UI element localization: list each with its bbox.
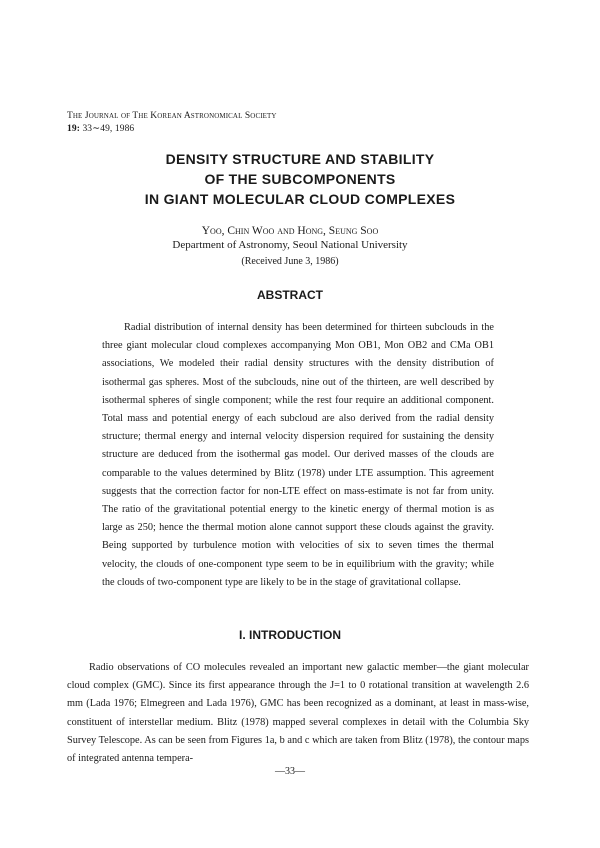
abstract-heading: ABSTRACT — [257, 288, 323, 302]
journal-header — [67, 110, 277, 136]
abstract-text: Radial distribution of internal density has been determined for thirteen subclouds in the three giant molecular cloud complexes accompanying Mon OB1, Mon OB2 and CMa OB1 associations, We modeled their radial density structures with the density distribution of isothermal gas spheres. Most of the subclouds, nine out of the thirteen, are well described by isothermal spheres of single component; while the rest four require an additional component. Total mass and potential energy of each subcloud are also derived from the radial density structure; thermal energy and internal velocity dispersion required for sustaining the density structure are deduced from the isothermal gas model. Our derived masses of the clouds are comparable to the values determined by Blitz (1978) under LTE assumption. This agreement suggests that the correction factor for non-LTE effect on mass-estimate is not far from unity. The ratio of the gravitational potential energy to the kinetic energy of thermal motion is as large as 250; hence the thermal motion alone cannot support these clouds against the gravity. Being supported by turbulence motion with velocities of six to seven times the thermal velocity, the clouds of one-component type seem to be in equilibrium with the gravity; while the clouds of two-component type are likely to be in the stage of gravitational collapse. — [102, 322, 494, 588]
journal-name: The Journal of The Korean Astronomical Society — [67, 111, 277, 121]
journal-volume: 19: — [67, 124, 80, 134]
title-line-2: OF THE SUBCOMPONENTS — [204, 171, 396, 187]
author-affiliation: Department of Astronomy, Seoul National University — [172, 239, 408, 251]
received-date: (Received June 3, 1986) — [241, 256, 339, 267]
author-names: Yoo, Chin Woo and Hong, Seung Soo — [201, 225, 379, 237]
page-number: —33— — [275, 766, 305, 777]
title-line-1: DENSITY STRUCTURE AND STABILITY — [165, 151, 435, 167]
introduction-heading: I. INTRODUCTION — [239, 628, 341, 642]
journal-pages-year: 33∼49, 1986 — [82, 124, 135, 134]
title-line-3: IN GIANT MOLECULAR CLOUD COMPLEXES — [144, 191, 456, 207]
journal-citation — [67, 123, 277, 136]
paper-title — [0, 149, 600, 209]
abstract-body — [102, 319, 494, 592]
introduction-body — [67, 659, 529, 768]
introduction-text: Radio observations of CO molecules revealed an important new galactic member—the giant molecular cloud complex (GMC). Since its first appearance through the J=1 to 0 rotational transition at wavelength 2.6 mm (Lada 1976; Elmegreen and Lada 1976), GMC has been recognized as a dominant, at least in mass-wise, constituent of interstellar medium. Blitz (1978) mapped several complexes in detail with the Columbia Sky Survey Telescope. As can be seen from Figures 1a, b and c which are taken from Blitz (1978), the contour maps of integrated antenna tempera- — [67, 662, 529, 765]
author-block — [0, 224, 580, 269]
